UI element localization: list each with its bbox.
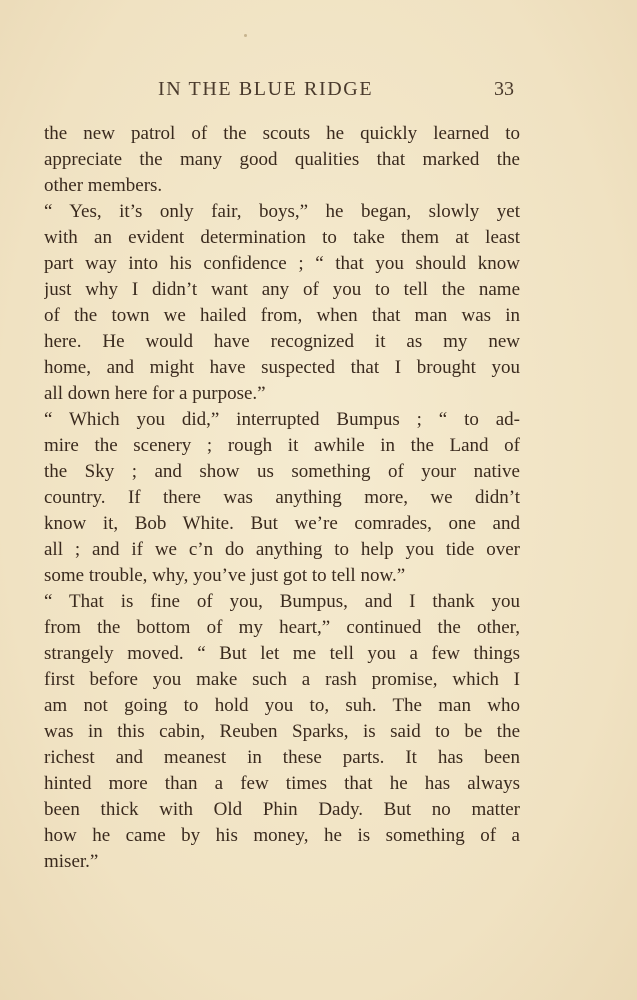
text-line: been thick with Old Phin Dady. But no matter [44,799,520,820]
text-line: strangely moved. “ But let me tell you a few things [44,643,520,664]
paragraph-first-line: “ Yes, it’s only fair, boys,” he began, slowly yet [44,201,520,222]
text-line: all down here for a purpose.” [44,383,266,404]
text-line: just why I didn’t want any of you to tell the name [44,279,520,300]
text-line: was in this cabin, Reuben Sparks, is said to be the [44,721,520,742]
text-line: with an evident determination to take them at least [44,227,520,248]
text-line: first before you make such a rash promise, which I [44,669,520,690]
text-line: richest and meanest in these parts. It has been [44,747,520,768]
paragraph-first-line: “ Which you did,” interrupted Bumpus ; “ to ad- [44,409,520,430]
body-text [44,121,520,875]
text-line: country. If there was anything more, we didn’t [44,487,520,508]
text-line: all ; and if we c’n do anything to help you tide over [44,539,520,560]
text-line: some trouble, why, you’ve just got to tell now.” [44,565,406,586]
text-line: hinted more than a few times that he has always [44,773,520,794]
text-line: here. He would have recognized it as my new [44,331,520,352]
page-number: 33 [494,78,514,100]
text-line: from the bottom of my heart,” continued the other, [44,617,520,638]
text-line: am not going to hold you to, suh. The man who [44,695,520,716]
text-line: the Sky ; and show us something of your native [44,461,520,482]
text-line: appreciate the many good qualities that marked the [44,149,520,170]
text-line: miser.” [44,851,99,872]
text-line: part way into his confidence ; “ that you should know [44,253,520,274]
text-line: of the town we hailed from, when that man was in [44,305,520,326]
text-line: know it, Bob White. But we’re comrades, one and [44,513,520,534]
text-line: how he came by his money, he is something of a [44,825,520,846]
running-header [0,74,637,104]
running-title: IN THE BLUE RIDGE [158,78,374,100]
paper-speck [244,34,247,37]
text-line: mire the scenery ; rough it awhile in the Land of [44,435,520,456]
text-line: the new patrol of the scouts he quickly learned to [44,123,520,144]
text-line: home, and might have suspected that I brought you [44,357,520,378]
text-line: other members. [44,175,163,196]
paragraph-first-line: “ That is fine of you, Bumpus, and I thank you [44,591,520,612]
